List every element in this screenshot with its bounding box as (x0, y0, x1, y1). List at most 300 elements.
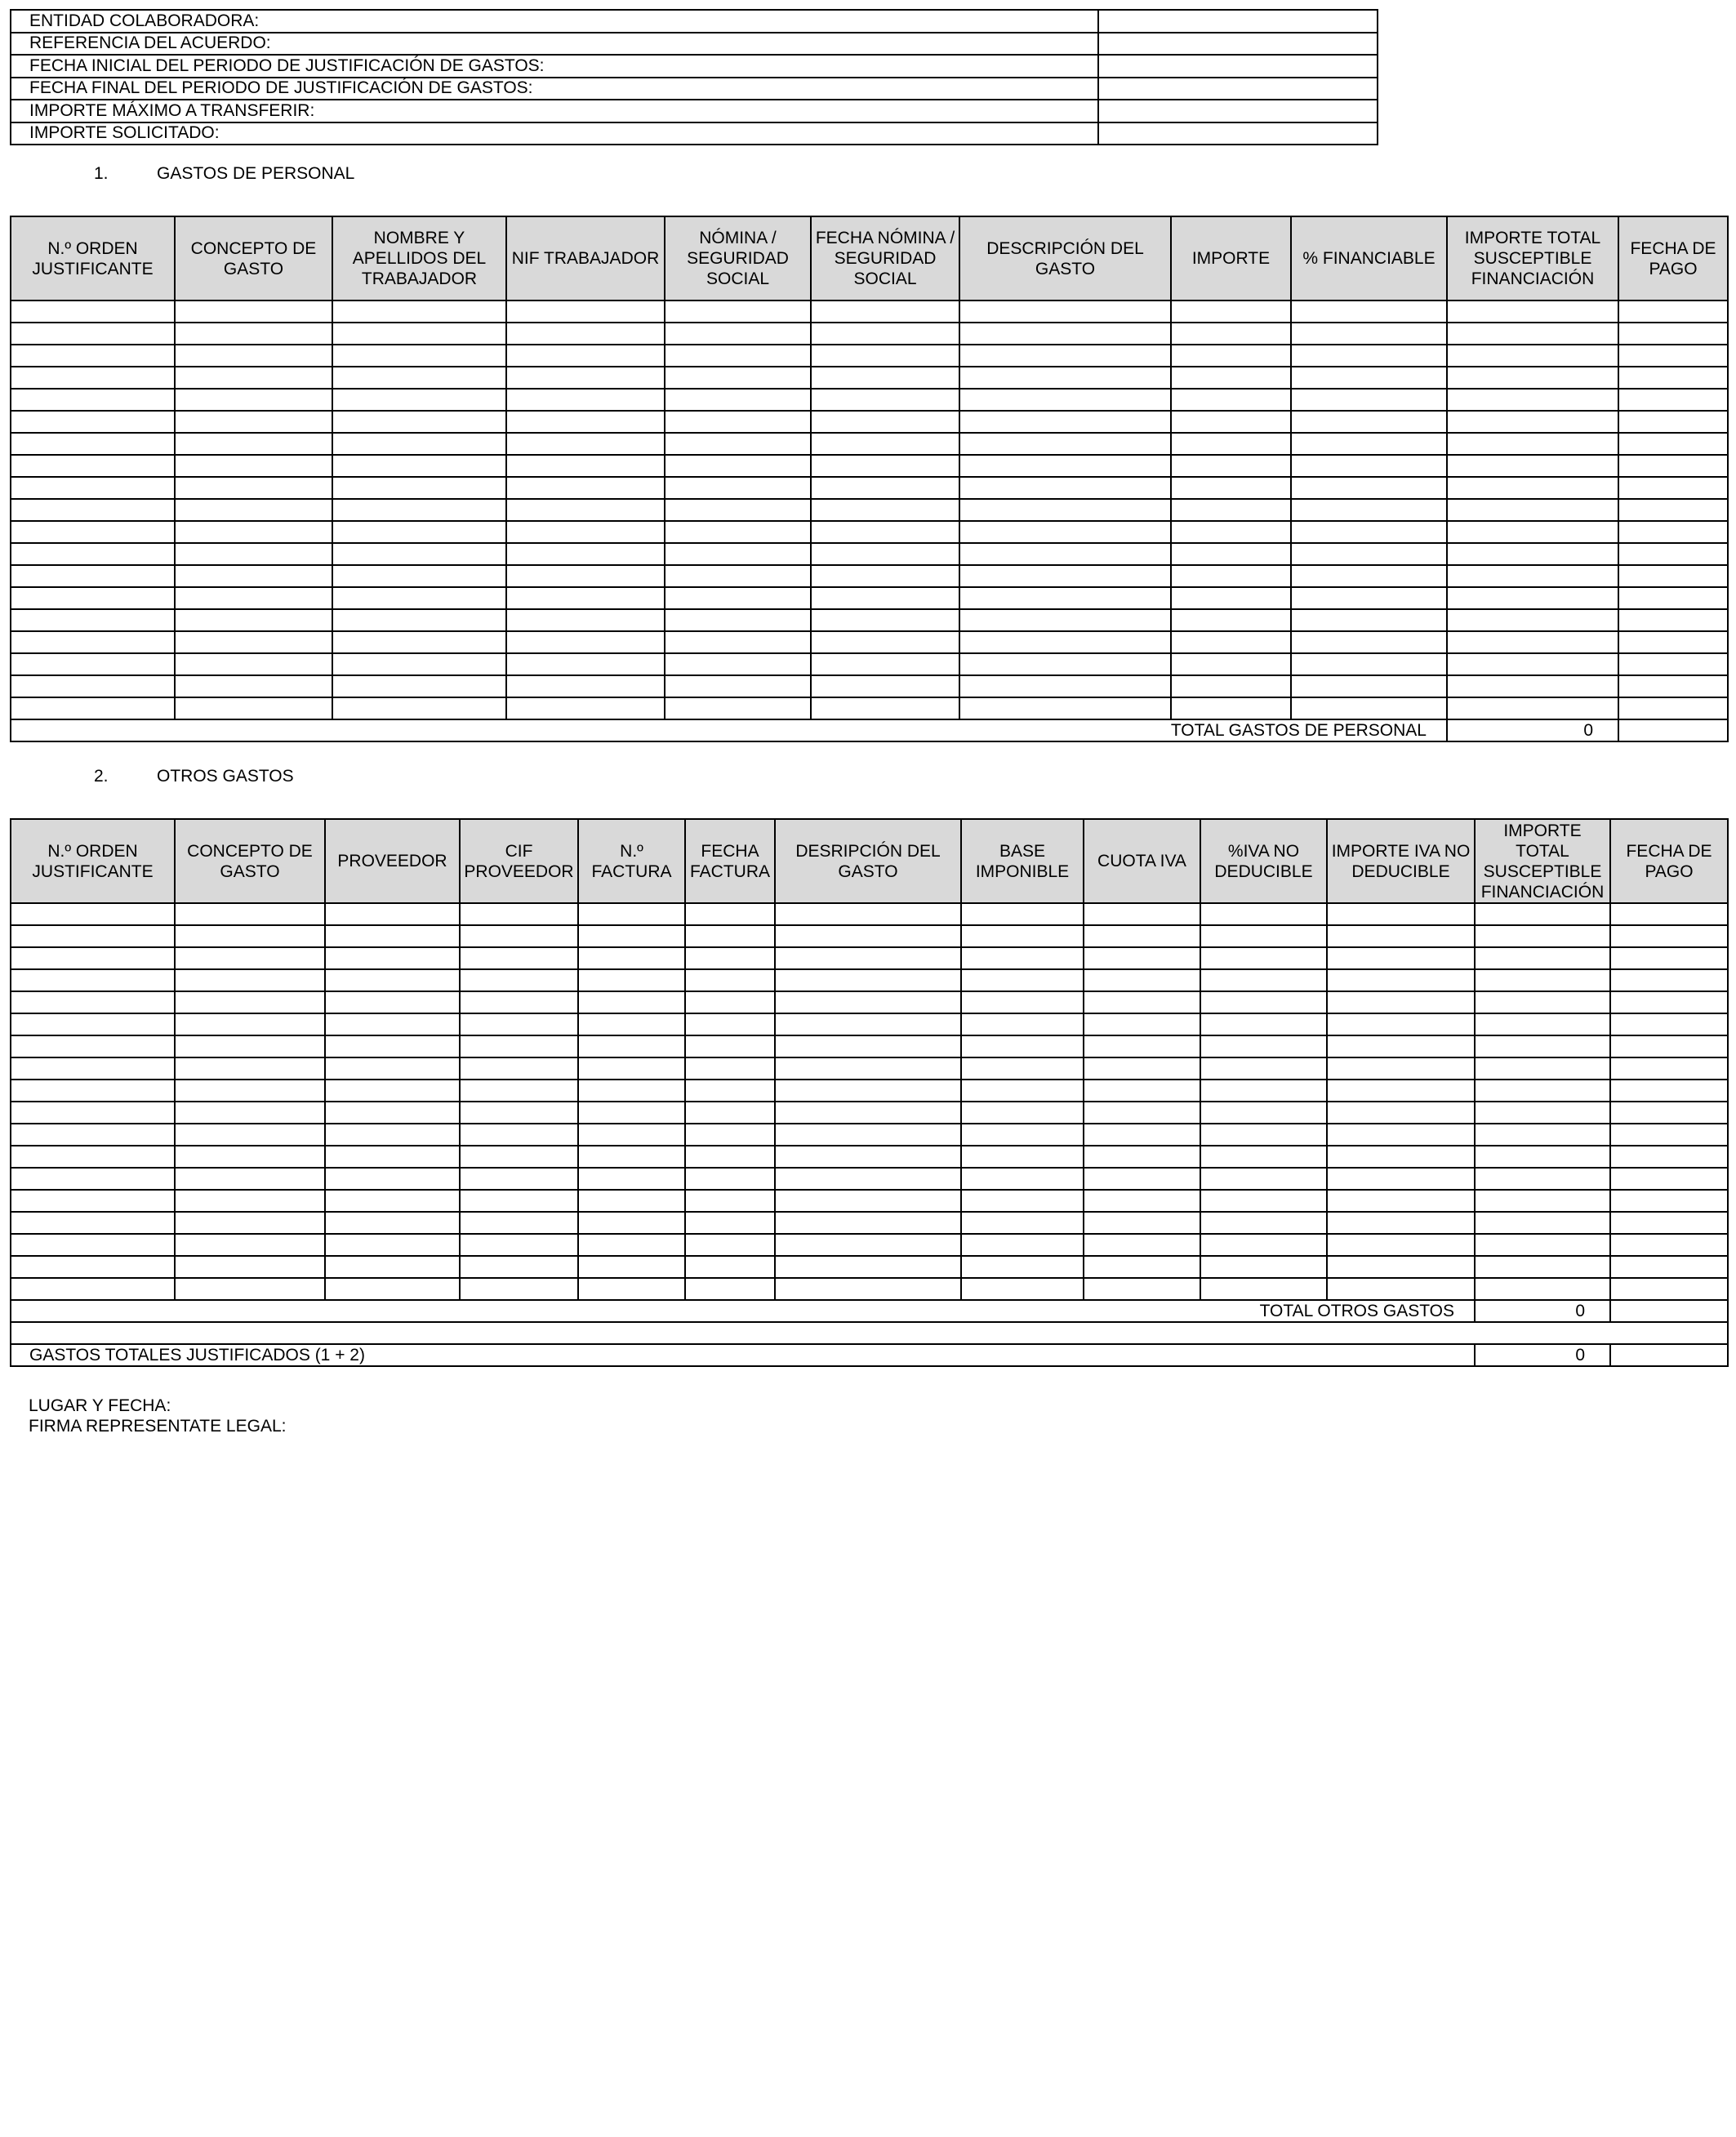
table-cell[interactable] (1084, 1278, 1200, 1300)
table-cell[interactable] (11, 697, 175, 719)
table-cell[interactable] (1447, 323, 1618, 345)
table-cell[interactable] (1200, 991, 1327, 1013)
table-cell[interactable] (578, 1212, 685, 1234)
table-cell[interactable] (1171, 521, 1291, 543)
table-cell[interactable] (1200, 1057, 1327, 1080)
table-cell[interactable] (1610, 1234, 1728, 1256)
table-cell[interactable] (1200, 969, 1327, 991)
table-cell[interactable] (1084, 1013, 1200, 1035)
table-cell[interactable] (1447, 433, 1618, 455)
table-cell[interactable] (1610, 1190, 1728, 1212)
table-cell[interactable] (1327, 1234, 1475, 1256)
table-cell[interactable] (332, 323, 506, 345)
table-cell[interactable] (1200, 1234, 1327, 1256)
table-cell[interactable] (959, 675, 1171, 697)
table-cell[interactable] (1327, 1146, 1475, 1168)
table-cell[interactable] (11, 903, 175, 925)
table-cell[interactable] (175, 903, 325, 925)
table-cell[interactable] (959, 367, 1171, 389)
table-cell[interactable] (685, 1256, 775, 1278)
table-cell[interactable] (1200, 1212, 1327, 1234)
table-cell[interactable] (961, 1190, 1084, 1212)
table-cell[interactable] (1447, 587, 1618, 609)
table-cell[interactable] (460, 1124, 578, 1146)
table-cell[interactable] (325, 1124, 460, 1146)
table-cell[interactable] (11, 345, 175, 367)
table-cell[interactable] (959, 411, 1171, 433)
table-cell[interactable] (1327, 1278, 1475, 1300)
table-cell[interactable] (460, 925, 578, 947)
table-cell[interactable] (460, 969, 578, 991)
table-cell[interactable] (506, 455, 665, 477)
table-cell[interactable] (685, 1168, 775, 1190)
table-cell[interactable] (11, 1013, 175, 1035)
table-cell[interactable] (1475, 1080, 1610, 1102)
table-cell[interactable] (11, 1212, 175, 1234)
table-cell[interactable] (175, 455, 332, 477)
table-cell[interactable] (325, 1057, 460, 1080)
table-cell[interactable] (1084, 1212, 1200, 1234)
table-cell[interactable] (1327, 1190, 1475, 1212)
table-cell[interactable] (959, 389, 1171, 411)
table-cell[interactable] (959, 697, 1171, 719)
table-cell[interactable] (325, 1102, 460, 1124)
table-cell[interactable] (665, 455, 811, 477)
table-cell[interactable] (1171, 455, 1291, 477)
table-cell[interactable] (1610, 1057, 1728, 1080)
table-cell[interactable] (325, 1013, 460, 1035)
table-cell[interactable] (1200, 1080, 1327, 1102)
table-cell[interactable] (961, 1168, 1084, 1190)
table-cell[interactable] (1327, 1080, 1475, 1102)
table-cell[interactable] (578, 991, 685, 1013)
table-cell[interactable] (460, 1080, 578, 1102)
table-cell[interactable] (961, 1080, 1084, 1102)
table-cell[interactable] (665, 697, 811, 719)
table-cell[interactable] (1618, 521, 1728, 543)
table-cell[interactable] (959, 521, 1171, 543)
table-cell[interactable] (332, 411, 506, 433)
table-cell[interactable] (1200, 903, 1327, 925)
table-cell[interactable] (460, 1190, 578, 1212)
table-cell[interactable] (460, 1146, 578, 1168)
table-cell[interactable] (1475, 991, 1610, 1013)
table-cell[interactable] (1171, 323, 1291, 345)
table-cell[interactable] (1171, 477, 1291, 499)
table-cell[interactable] (175, 565, 332, 587)
table-cell[interactable] (332, 389, 506, 411)
table-cell[interactable] (175, 1080, 325, 1102)
table-cell[interactable] (332, 433, 506, 455)
table-cell[interactable] (1447, 411, 1618, 433)
table-cell[interactable] (961, 969, 1084, 991)
table-cell[interactable] (175, 1102, 325, 1124)
table-cell[interactable] (578, 1146, 685, 1168)
table-cell[interactable] (578, 1035, 685, 1057)
table-cell[interactable] (1171, 565, 1291, 587)
table-cell[interactable] (665, 389, 811, 411)
table-cell[interactable] (1200, 1035, 1327, 1057)
table-cell[interactable] (1475, 1124, 1610, 1146)
table-cell[interactable] (1171, 609, 1291, 631)
table-cell[interactable] (775, 925, 961, 947)
table-cell[interactable] (325, 1168, 460, 1190)
table-cell[interactable] (959, 433, 1171, 455)
table-cell[interactable] (1084, 1190, 1200, 1212)
table-cell[interactable] (325, 1278, 460, 1300)
table-cell[interactable] (175, 1212, 325, 1234)
table-cell[interactable] (1291, 675, 1447, 697)
table-cell[interactable] (1171, 301, 1291, 323)
table-cell[interactable] (1610, 1256, 1728, 1278)
table-cell[interactable] (175, 367, 332, 389)
table-cell[interactable] (1291, 411, 1447, 433)
table-cell[interactable] (1084, 1057, 1200, 1080)
table-cell[interactable] (506, 675, 665, 697)
table-cell[interactable] (460, 1234, 578, 1256)
table-cell[interactable] (1610, 1080, 1728, 1102)
table-cell[interactable] (1171, 653, 1291, 675)
table-cell[interactable] (460, 1102, 578, 1124)
table-cell[interactable] (665, 323, 811, 345)
table-cell[interactable] (1475, 1190, 1610, 1212)
table-cell[interactable] (811, 499, 959, 521)
table-cell[interactable] (1618, 367, 1728, 389)
table-cell[interactable] (460, 1278, 578, 1300)
table-cell[interactable] (11, 433, 175, 455)
table-cell[interactable] (11, 1168, 175, 1190)
table-cell[interactable] (1618, 675, 1728, 697)
table-cell[interactable] (959, 653, 1171, 675)
table-cell[interactable] (1291, 587, 1447, 609)
table-cell[interactable] (775, 1013, 961, 1035)
table-cell[interactable] (1084, 1234, 1200, 1256)
table-cell[interactable] (961, 1212, 1084, 1234)
table-cell[interactable] (685, 1124, 775, 1146)
table-cell[interactable] (1200, 1146, 1327, 1168)
table-cell[interactable] (1610, 1278, 1728, 1300)
table-cell[interactable] (325, 947, 460, 969)
table-cell[interactable] (1327, 1057, 1475, 1080)
table-cell[interactable] (959, 565, 1171, 587)
table-cell[interactable] (775, 1168, 961, 1190)
table-cell[interactable] (1291, 301, 1447, 323)
table-cell[interactable] (775, 1057, 961, 1080)
table-cell[interactable] (1327, 1013, 1475, 1035)
table-cell[interactable] (1200, 1013, 1327, 1035)
table-cell[interactable] (959, 587, 1171, 609)
table-cell[interactable] (175, 609, 332, 631)
header-value-field[interactable] (1098, 10, 1378, 33)
table-cell[interactable] (1447, 367, 1618, 389)
table-cell[interactable] (1291, 521, 1447, 543)
header-value-field[interactable] (1098, 78, 1378, 100)
table-cell[interactable] (1475, 969, 1610, 991)
table-cell[interactable] (959, 609, 1171, 631)
table-cell[interactable] (1610, 1102, 1728, 1124)
table-cell[interactable] (1084, 1256, 1200, 1278)
table-cell[interactable] (11, 543, 175, 565)
table-cell[interactable] (506, 653, 665, 675)
table-cell[interactable] (332, 543, 506, 565)
table-cell[interactable] (506, 301, 665, 323)
table-cell[interactable] (325, 1212, 460, 1234)
table-cell[interactable] (1171, 697, 1291, 719)
table-cell[interactable] (332, 587, 506, 609)
table-cell[interactable] (325, 1146, 460, 1168)
table-cell[interactable] (811, 301, 959, 323)
table-cell[interactable] (175, 411, 332, 433)
table-cell[interactable] (665, 367, 811, 389)
table-cell[interactable] (1475, 1278, 1610, 1300)
table-cell[interactable] (578, 1102, 685, 1124)
table-cell[interactable] (1291, 323, 1447, 345)
table-cell[interactable] (1291, 477, 1447, 499)
table-cell[interactable] (959, 477, 1171, 499)
table-cell[interactable] (11, 389, 175, 411)
table-cell[interactable] (959, 301, 1171, 323)
table-cell[interactable] (811, 631, 959, 653)
table-cell[interactable] (1291, 367, 1447, 389)
table-cell[interactable] (1447, 543, 1618, 565)
table-cell[interactable] (11, 411, 175, 433)
table-cell[interactable] (1447, 609, 1618, 631)
table-cell[interactable] (811, 697, 959, 719)
table-cell[interactable] (1200, 1168, 1327, 1190)
table-cell[interactable] (460, 1212, 578, 1234)
table-cell[interactable] (11, 947, 175, 969)
table-cell[interactable] (775, 1146, 961, 1168)
table-cell[interactable] (1618, 499, 1728, 521)
table-cell[interactable] (332, 521, 506, 543)
table-cell[interactable] (1084, 903, 1200, 925)
table-cell[interactable] (961, 1057, 1084, 1080)
table-cell[interactable] (506, 477, 665, 499)
table-cell[interactable] (665, 345, 811, 367)
table-cell[interactable] (1171, 675, 1291, 697)
table-cell[interactable] (578, 947, 685, 969)
table-cell[interactable] (1291, 631, 1447, 653)
table-cell[interactable] (1610, 1124, 1728, 1146)
table-cell[interactable] (1171, 389, 1291, 411)
table-cell[interactable] (1291, 697, 1447, 719)
table-cell[interactable] (11, 455, 175, 477)
table-cell[interactable] (332, 697, 506, 719)
table-cell[interactable] (775, 1035, 961, 1057)
table-cell[interactable] (811, 323, 959, 345)
table-cell[interactable] (775, 1234, 961, 1256)
table-cell[interactable] (325, 1080, 460, 1102)
table-cell[interactable] (1618, 653, 1728, 675)
table-cell[interactable] (1475, 1102, 1610, 1124)
table-cell[interactable] (685, 1013, 775, 1035)
table-cell[interactable] (175, 1234, 325, 1256)
table-cell[interactable] (332, 345, 506, 367)
table-cell[interactable] (1291, 609, 1447, 631)
table-cell[interactable] (811, 543, 959, 565)
table-cell[interactable] (1084, 1124, 1200, 1146)
table-cell[interactable] (1327, 947, 1475, 969)
table-cell[interactable] (578, 969, 685, 991)
table-cell[interactable] (11, 1234, 175, 1256)
table-cell[interactable] (1327, 903, 1475, 925)
table-cell[interactable] (175, 1190, 325, 1212)
table-cell[interactable] (1084, 1168, 1200, 1190)
table-cell[interactable] (685, 1190, 775, 1212)
table-cell[interactable] (175, 1057, 325, 1080)
table-cell[interactable] (578, 1080, 685, 1102)
table-cell[interactable] (811, 455, 959, 477)
table-cell[interactable] (1084, 947, 1200, 969)
table-cell[interactable] (460, 947, 578, 969)
table-cell[interactable] (506, 587, 665, 609)
table-cell[interactable] (175, 477, 332, 499)
table-cell[interactable] (175, 345, 332, 367)
table-cell[interactable] (961, 947, 1084, 969)
table-cell[interactable] (1084, 969, 1200, 991)
table-cell[interactable] (1327, 991, 1475, 1013)
table-cell[interactable] (1084, 1102, 1200, 1124)
table-cell[interactable] (961, 1256, 1084, 1278)
table-cell[interactable] (11, 323, 175, 345)
table-cell[interactable] (460, 1057, 578, 1080)
table-cell[interactable] (506, 433, 665, 455)
table-cell[interactable] (811, 367, 959, 389)
table-cell[interactable] (325, 1035, 460, 1057)
table-cell[interactable] (325, 1234, 460, 1256)
table-cell[interactable] (1610, 1212, 1728, 1234)
table-cell[interactable] (1327, 1168, 1475, 1190)
table-cell[interactable] (175, 925, 325, 947)
table-cell[interactable] (1618, 455, 1728, 477)
table-cell[interactable] (1171, 587, 1291, 609)
table-cell[interactable] (1447, 477, 1618, 499)
table-cell[interactable] (325, 1256, 460, 1278)
table-cell[interactable] (685, 1212, 775, 1234)
table-cell[interactable] (1447, 653, 1618, 675)
table-cell[interactable] (332, 367, 506, 389)
table-cell[interactable] (11, 925, 175, 947)
table-cell[interactable] (11, 1256, 175, 1278)
table-cell[interactable] (11, 1102, 175, 1124)
table-cell[interactable] (1171, 411, 1291, 433)
table-cell[interactable] (1610, 969, 1728, 991)
table-cell[interactable] (685, 1146, 775, 1168)
table-cell[interactable] (11, 1190, 175, 1212)
table-cell[interactable] (1610, 1168, 1728, 1190)
table-cell[interactable] (1327, 925, 1475, 947)
table-cell[interactable] (685, 1102, 775, 1124)
table-cell[interactable] (665, 543, 811, 565)
table-cell[interactable] (11, 301, 175, 323)
table-cell[interactable] (775, 1256, 961, 1278)
table-cell[interactable] (175, 323, 332, 345)
table-cell[interactable] (175, 653, 332, 675)
table-cell[interactable] (811, 411, 959, 433)
table-cell[interactable] (175, 1278, 325, 1300)
table-cell[interactable] (1475, 1212, 1610, 1234)
table-cell[interactable] (1447, 675, 1618, 697)
table-cell[interactable] (325, 969, 460, 991)
table-cell[interactable] (325, 991, 460, 1013)
table-cell[interactable] (959, 455, 1171, 477)
table-cell[interactable] (460, 903, 578, 925)
table-cell[interactable] (775, 947, 961, 969)
header-value-field[interactable] (1098, 122, 1378, 145)
table-cell[interactable] (578, 1168, 685, 1190)
table-cell[interactable] (578, 1124, 685, 1146)
header-value-field[interactable] (1098, 100, 1378, 122)
table-cell[interactable] (332, 455, 506, 477)
table-cell[interactable] (959, 631, 1171, 653)
table-cell[interactable] (11, 675, 175, 697)
table-cell[interactable] (685, 1080, 775, 1102)
table-cell[interactable] (1327, 1035, 1475, 1057)
table-cell[interactable] (685, 969, 775, 991)
table-cell[interactable] (460, 1168, 578, 1190)
table-cell[interactable] (325, 1190, 460, 1212)
table-cell[interactable] (685, 1278, 775, 1300)
table-cell[interactable] (1447, 521, 1618, 543)
table-cell[interactable] (1475, 1234, 1610, 1256)
table-cell[interactable] (11, 653, 175, 675)
table-cell[interactable] (665, 653, 811, 675)
table-cell[interactable] (332, 653, 506, 675)
table-cell[interactable] (1618, 345, 1728, 367)
table-cell[interactable] (175, 1168, 325, 1190)
table-cell[interactable] (1475, 925, 1610, 947)
table-cell[interactable] (578, 1256, 685, 1278)
table-cell[interactable] (175, 499, 332, 521)
table-cell[interactable] (1291, 455, 1447, 477)
table-cell[interactable] (175, 543, 332, 565)
table-cell[interactable] (460, 1035, 578, 1057)
table-cell[interactable] (506, 499, 665, 521)
table-cell[interactable] (1171, 631, 1291, 653)
table-cell[interactable] (665, 631, 811, 653)
table-cell[interactable] (1171, 499, 1291, 521)
table-cell[interactable] (1171, 345, 1291, 367)
table-cell[interactable] (175, 1146, 325, 1168)
table-cell[interactable] (175, 389, 332, 411)
table-cell[interactable] (811, 609, 959, 631)
table-cell[interactable] (1610, 925, 1728, 947)
table-cell[interactable] (665, 411, 811, 433)
table-cell[interactable] (665, 587, 811, 609)
table-cell[interactable] (665, 433, 811, 455)
table-cell[interactable] (1447, 697, 1618, 719)
table-cell[interactable] (506, 521, 665, 543)
table-cell[interactable] (332, 301, 506, 323)
table-cell[interactable] (1171, 433, 1291, 455)
table-cell[interactable] (1447, 301, 1618, 323)
table-cell[interactable] (11, 1035, 175, 1057)
table-cell[interactable] (665, 521, 811, 543)
table-cell[interactable] (665, 499, 811, 521)
table-cell[interactable] (775, 903, 961, 925)
table-cell[interactable] (685, 1035, 775, 1057)
table-cell[interactable] (175, 631, 332, 653)
table-cell[interactable] (961, 1278, 1084, 1300)
table-cell[interactable] (665, 609, 811, 631)
table-cell[interactable] (332, 609, 506, 631)
table-cell[interactable] (1200, 925, 1327, 947)
table-cell[interactable] (685, 1057, 775, 1080)
table-cell[interactable] (506, 543, 665, 565)
table-cell[interactable] (460, 991, 578, 1013)
table-cell[interactable] (961, 1013, 1084, 1035)
table-cell[interactable] (775, 1102, 961, 1124)
